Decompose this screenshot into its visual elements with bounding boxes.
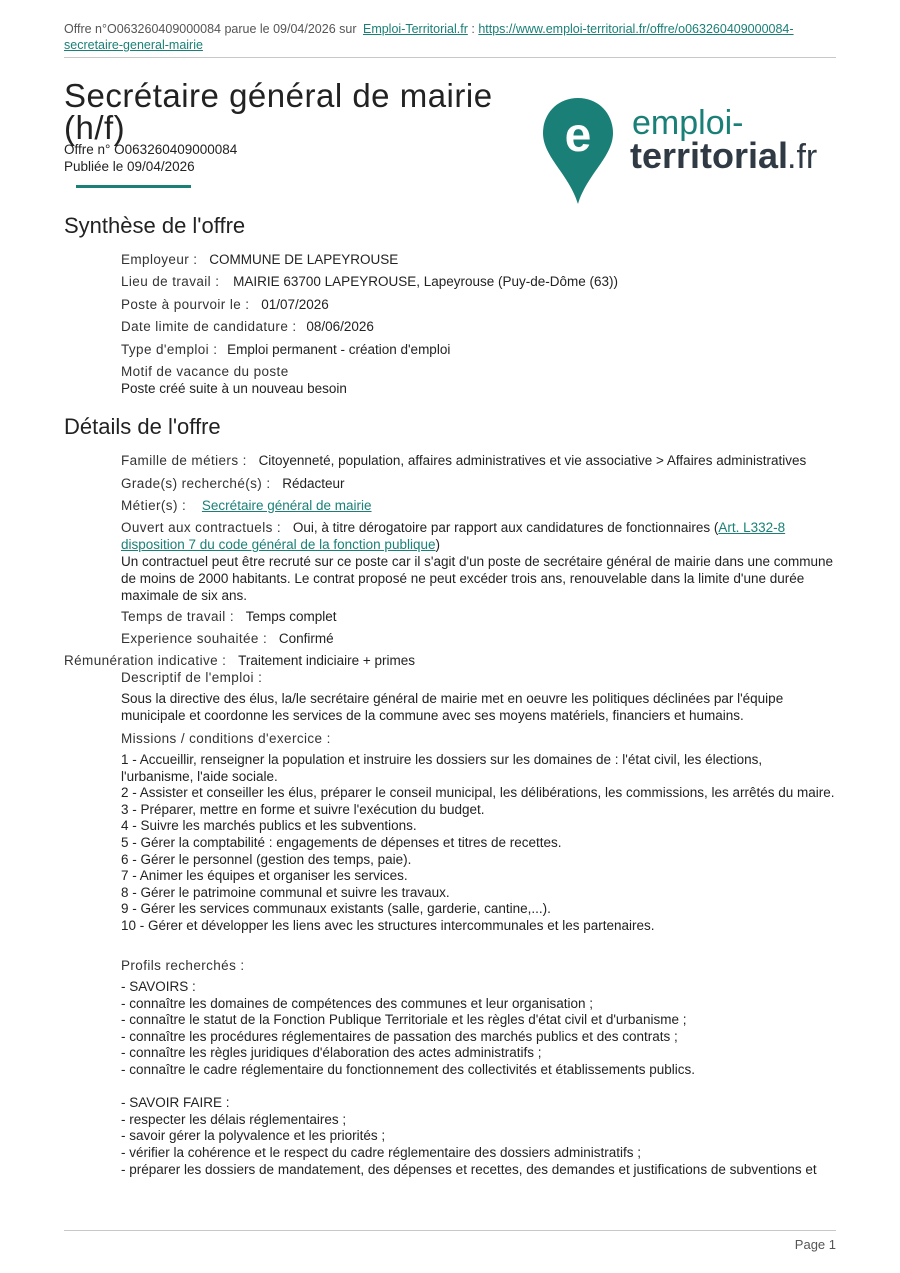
site-link[interactable]: Emploi-Territorial.fr [362,22,468,36]
remuneration-label: Rémunération indicative : [64,653,227,668]
contractuels-value: Oui, à titre dérogatoire par rapport aux candidatures de fonctionnaires ( [292,520,719,535]
savoirs-title: - SAVOIRS : [121,979,196,994]
motif-value: Poste créé suite à un nouveau besoin [121,381,347,396]
employeur-label: Employeur : [121,252,198,267]
field-metier [121,497,837,514]
grade-value: Rédacteur [282,476,345,491]
field-remuneration [64,653,415,668]
header-divider [64,57,836,58]
contractuels-suffix: ) [435,537,440,552]
logo-word-territorial: territorial [630,135,789,176]
page-number: Page 1 [794,1237,836,1252]
field-type-emploi [121,341,837,358]
mission-item: 3 - Préparer, mettre en forme et suivre l'exécution du budget. [121,801,485,817]
field-experience [121,630,837,647]
temps-label: Temps de travail : [121,609,234,624]
descriptif-text: Sous la directive des élus, la/le secrétaire général de mairie met en oeuvre les politiques déclinées par l'équipe municipale et coordonne les services de la commune avec ses moyens matériels, financiers et humains. [121,691,784,723]
mission-item: 8 - Gérer le patrimoine communal et suivre les travaux. [121,884,450,900]
savoir-faire-title: - SAVOIR FAIRE : [121,1095,230,1111]
descriptif-label: Descriptif de l'emploi : [121,670,263,685]
temps-value: Temps complet [245,609,337,624]
field-contractuels [121,519,837,604]
remuneration-value: Traitement indiciaire + primes [238,653,416,668]
field-famille [121,452,837,469]
profils-label: Profils recherchés : [121,958,245,973]
code-article-link[interactable]: Art. L332-8 disposition 7 du code général de la fonction publique [121,520,786,552]
mission-item: 5 - Gérer la comptabilité : engagements de dépenses et titres de recettes. [121,834,562,850]
employeur-value: COMMUNE DE LAPEYROUSE [209,252,399,267]
contractuels-note: Un contractuel peut être recruté sur ce poste car il s'agit d'un poste de secrétaire général de mairie dans une commune de moins de 2000 habitants. Le contrat proposé ne peut excéder trois ans, renouvelable dans la limite d'une durée maximale de six ans. [121,554,834,603]
profils-list [121,979,837,1178]
date-limite-value: 08/06/2026 [306,319,374,334]
profil-item: - connaître le statut de la Fonction Publique Territoriale et les règles d'état civil et d'urbanisme ; [121,1012,687,1028]
field-profils-label [121,957,837,974]
source-line [64,21,836,53]
field-temps [121,608,837,625]
section-details-title: Détails de l'offre [64,414,221,439]
poste-value: 01/07/2026 [261,297,329,312]
experience-label: Experience souhaitée : [121,631,268,646]
profil-item: - connaître les règles juridiques d'élaboration des actes administratifs ; [121,1045,542,1061]
mission-item: 10 - Gérer et développer les liens avec les structures intercommunales et les partenaires. [121,917,655,933]
famille-value: Citoyenneté, population, affaires administratives et vie associative > Affaires administratives [258,453,807,468]
lieu-value: MAIRIE 63700 LAPEYROUSE, Lapeyrouse (Puy-de-Dôme (63)) [233,274,619,289]
mission-item: 2 - Assister et conseiller les élus, préparer le conseil municipal, les délibérations, les commissions, les arrêtés du maire. [121,785,835,801]
field-employeur [121,251,837,268]
field-lieu [121,273,837,290]
motif-label: Motif de vacance du poste [121,364,289,379]
source-prefix: Offre n°O063260409000084 parue le 09/04/2026 sur [64,22,357,36]
profil-item: - connaître le cadre réglementaire du fonctionnement des collectivités et établissements publics. [121,1061,696,1077]
mission-item: 9 - Gérer les services communaux existants (salle, garderie, cantine,...). [121,901,551,917]
logo-word-emploi: emploi- [632,104,744,142]
mission-item: 6 - Gérer le personnel (gestion des temps, paie). [121,851,412,867]
offer-url-link[interactable]: https://www.emploi-territorial.fr/offre/o063260409000084-secretaire-general-mairie [64,22,794,52]
mission-item: 1 - Accueillir, renseigner la population et instruire les dossiers sur les domaines de : l'état civil, les élections, l'urbanisme, l'aide sociale. [121,752,763,784]
profil-item: - préparer les dossiers de mandatement, des dépenses et recettes, des demandes et justifications de subventions et [121,1161,817,1177]
grade-label: Grade(s) recherché(s) : [121,476,271,491]
field-motif [121,363,837,397]
field-descriptif-label [121,669,837,686]
profil-item: - respecter les délais réglementaires ; [121,1111,347,1127]
published-date: Publiée le 09/04/2026 [64,159,195,174]
profil-item: - connaître les domaines de compétences des communes et leur organisation ; [121,995,594,1011]
metier-link[interactable]: Secrétaire général de mairie [201,498,372,513]
profil-item: - vérifier la cohérence et le respect du cadre réglementaire des dossiers administratifs ; [121,1144,641,1160]
logo-letter: e [564,109,592,162]
missions-list [121,752,837,935]
mission-item: 7 - Animer les équipes et organiser les services. [121,868,408,884]
date-limite-label: Date limite de candidature : [121,319,297,334]
missions-label: Missions / conditions d'exercice : [121,731,331,746]
mission-item: 4 - Suivre les marchés publics et les subventions. [121,818,417,834]
profil-item: - savoir gérer la polyvalence et les priorités ; [121,1128,386,1144]
field-date-limite [121,318,837,335]
footer-divider [64,1230,836,1231]
experience-value: Confirmé [278,631,334,646]
contractuels-label: Ouvert aux contractuels : [121,520,282,535]
type-emploi-value: Emploi permanent - création d'emploi [227,342,451,357]
offer-number: Offre n° O063260409000084 [64,142,238,157]
profil-item: - connaître les procédures réglementaires de passation des marchés publics et des contrats ; [121,1028,678,1044]
profil-spacer [121,1079,837,1096]
emploi-territorial-logo [540,94,830,209]
field-grade [121,475,837,492]
poste-label: Poste à pourvoir le : [121,297,250,312]
map-pin-icon [543,98,613,204]
page-title: Secrétaire général de mairie (h/f) [64,77,493,146]
type-emploi-label: Type d'emploi : [121,342,218,357]
metier-label: Métier(s) : [121,498,187,513]
lieu-label: Lieu de travail : [121,274,220,289]
source-separator: : [471,22,475,36]
field-missions-label [121,730,837,747]
famille-label: Famille de métiers : [121,453,247,468]
section-synthese-title: Synthèse de l'offre [64,213,246,238]
title-accent-bar [76,185,191,188]
logo-suffix: .fr [787,138,818,176]
field-poste [121,296,837,313]
